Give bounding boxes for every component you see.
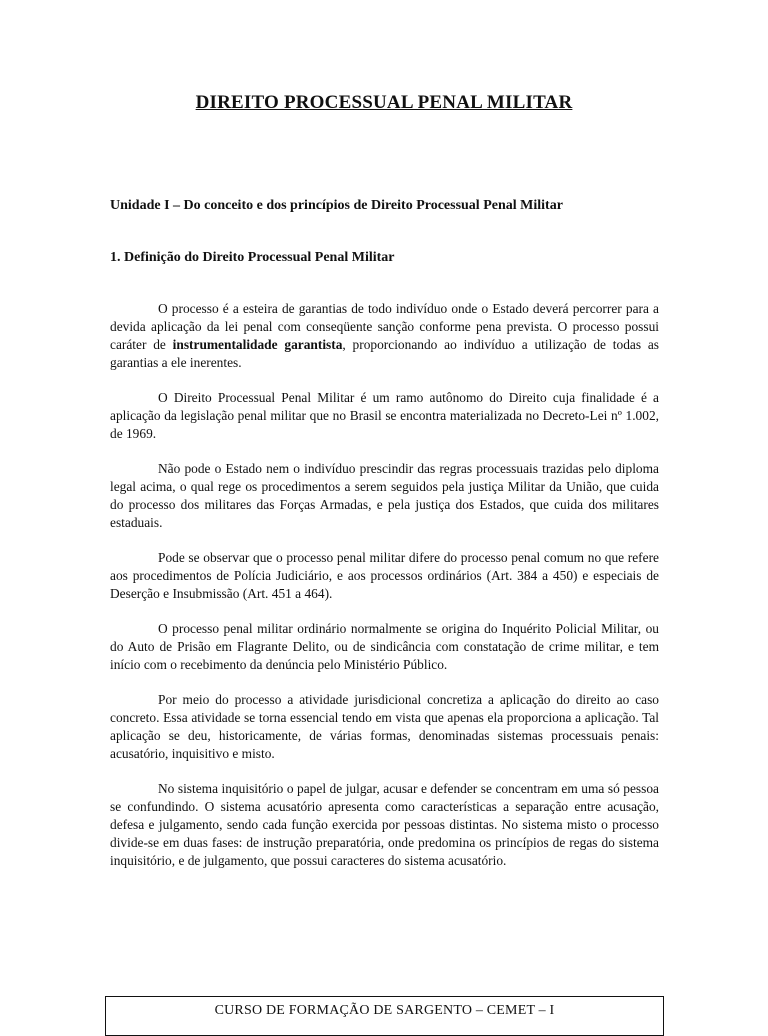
paragraph-7: No sistema inquisitório o papel de julgar, acusar e defender se concentram em uma só pessoa se confundindo. O sistema acusatório apresenta como características a separação entre acusação, defesa e julgamento, sendo cada função exercida por pessoas distintas. No sistema misto o processo divide-se em duas fases: de instrução preparatória, onde predomina os princípios de regas do sistema inquisitório, e de julgamento, que possui caracteres do sistema acusatório. [110, 781, 659, 868]
body-text [110, 300, 659, 887]
unit-heading: Unidade I – Do conceito e dos princípios de Direito Processual Penal Militar [110, 198, 563, 213]
page-footer [105, 996, 664, 1036]
paragraph-1-text-start: O processo é a esteira de garantias de todo indivíduo onde o Estado deverá percorrer para a devida aplicação da lei penal com conseqüente sanção conforme pena prevista. O processo possui caráter de [110, 301, 659, 352]
footer-text: CURSO DE FORMAÇÃO DE SARGENTO – CEMET – I [214, 1003, 555, 1018]
paragraph-1 [110, 300, 659, 372]
paragraph-3: Não pode o Estado nem o indivíduo prescindir das regras processuais trazidas pelo diploma legal acima, o qual rege os procedimentos a serem seguidos pela justiça Militar da União, que cuida do processo dos militares das Forças Armadas, e pela justiça dos Estados, que cuida dos militares estaduais. [110, 461, 659, 530]
paragraph-1-text-end: , proporcionando ao indivíduo a utilização de todas as garantias a ele inerentes. [110, 337, 659, 370]
document-title: DIREITO PROCESSUAL PENAL MILITAR [195, 92, 573, 113]
paragraph-1-bold-term: instrumentalidade garantista [172, 337, 343, 352]
paragraph-2: O Direito Processual Penal Militar é um ramo autônomo do Direito cuja finalidade é a aplicação da legislação penal militar que no Brasil se encontra materializada no Decreto-Lei nº 1.002, de 1969. [110, 390, 659, 441]
paragraph-6: Por meio do processo a atividade jurisdicional concretiza a aplicação do direito ao caso concreto. Essa atividade se torna essencial tendo em vista que apenas ela proporciona a aplicação. Tal aplicação se deu, historicamente, de várias formas, denominadas sistemas processuais penais: acusatório, inquisitivo e misto. [110, 692, 659, 761]
section-heading: 1. Definição do Direito Processual Penal Militar [110, 250, 395, 265]
paragraph-4: Pode se observar que o processo penal militar difere do processo penal comum no que refere aos procedimentos de Polícia Judiciário, e aos processos ordinários (Art. 384 a 450) e especiais de Deserção e Insubmissão (Art. 451 a 464). [110, 550, 659, 601]
paragraph-5: O processo penal militar ordinário normalmente se origina do Inquérito Policial Militar, ou do Auto de Prisão em Flagrante Delito, ou de sindicância com constatação de crime militar, e tem início com o recebimento da denúncia pelo Ministério Público. [110, 621, 659, 672]
